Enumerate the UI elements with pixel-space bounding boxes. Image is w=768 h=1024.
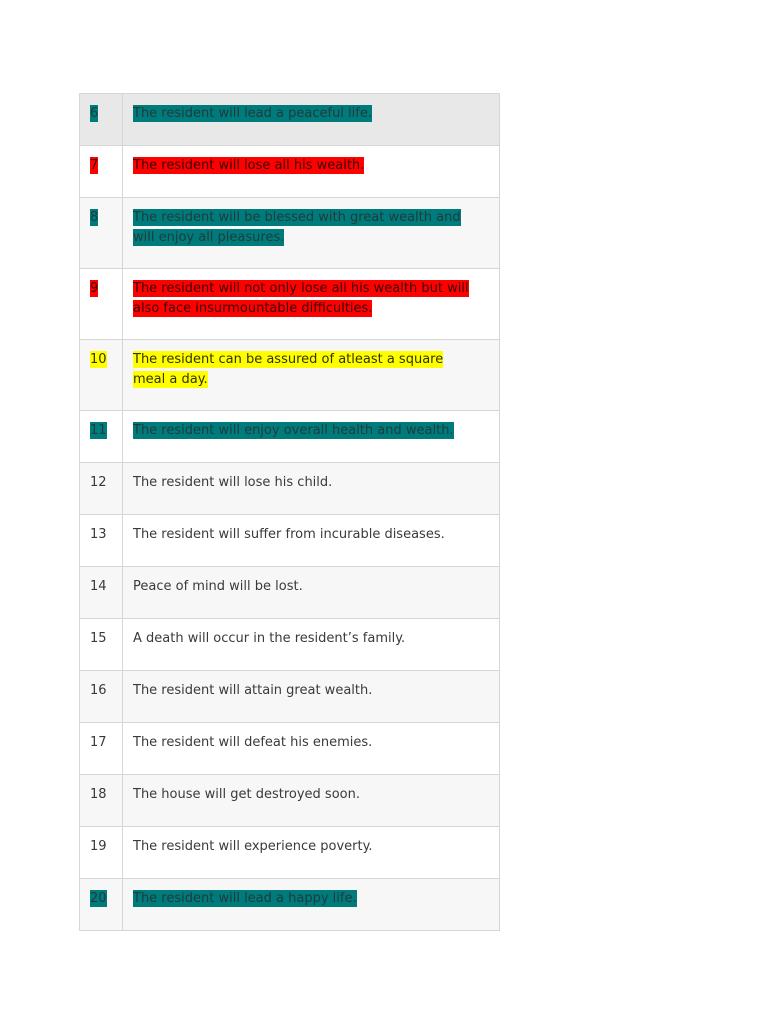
- table-row: [80, 411, 500, 463]
- row-text-cell: [123, 146, 500, 198]
- row-number-cell: [80, 723, 123, 775]
- row-number: 10: [90, 352, 107, 367]
- row-text-cell: [123, 463, 500, 515]
- row-number-cell: [80, 515, 123, 567]
- row-text: The resident will attain great wealth.: [133, 683, 373, 698]
- table-row: [80, 723, 500, 775]
- row-number-cell: [80, 463, 123, 515]
- table-row: [80, 671, 500, 723]
- row-number-cell: [80, 411, 123, 463]
- row-text-cell: [123, 775, 500, 827]
- row-text-cell: [123, 723, 500, 775]
- row-number: 16: [90, 683, 107, 698]
- table-row: [80, 775, 500, 827]
- row-text: A death will occur in the resident’s family.: [133, 631, 406, 646]
- row-text: The resident will enjoy overall health and wealth.: [133, 423, 454, 438]
- row-text: The resident will suffer from incurable diseases.: [133, 527, 445, 542]
- row-text-cell: [123, 411, 500, 463]
- row-text: The resident will defeat his enemies.: [133, 735, 373, 750]
- row-number: 15: [90, 631, 107, 646]
- row-text-cell: [123, 94, 500, 146]
- row-text-cell: [123, 198, 500, 269]
- results-table-body: [80, 94, 500, 931]
- row-number-cell: [80, 671, 123, 723]
- row-text: The resident will experience poverty.: [133, 839, 373, 854]
- row-number-cell: [80, 269, 123, 340]
- row-number: 6: [90, 106, 99, 121]
- table-row: [80, 463, 500, 515]
- row-text: The resident can be assured of atleast a square meal a day.: [133, 352, 444, 387]
- row-number: 9: [90, 281, 99, 296]
- table-row: [80, 619, 500, 671]
- table-row: [80, 567, 500, 619]
- row-text: The resident will lead a happy life.: [133, 891, 357, 906]
- results-table: [79, 93, 500, 931]
- row-number-cell: [80, 198, 123, 269]
- row-text: The resident will lose all his wealth.: [133, 158, 365, 173]
- row-number: 18: [90, 787, 107, 802]
- table-row: [80, 94, 500, 146]
- row-text-cell: [123, 879, 500, 931]
- row-number: 13: [90, 527, 107, 542]
- row-text: The resident will lose his child.: [133, 475, 333, 490]
- row-text: The house will get destroyed soon.: [133, 787, 360, 802]
- table-row: [80, 340, 500, 411]
- row-text: The resident will lead a peaceful life.: [133, 106, 372, 121]
- row-number: 20: [90, 891, 107, 906]
- row-number: 17: [90, 735, 107, 750]
- row-number-cell: [80, 827, 123, 879]
- row-number-cell: [80, 619, 123, 671]
- row-text-cell: [123, 515, 500, 567]
- table-row: [80, 146, 500, 198]
- row-text-cell: [123, 340, 500, 411]
- row-number-cell: [80, 340, 123, 411]
- row-number: 14: [90, 579, 107, 594]
- row-text-cell: [123, 827, 500, 879]
- row-number: 8: [90, 210, 99, 225]
- row-text: The resident will not only lose all his wealth but will also face insurmountable difficulties.: [133, 281, 469, 316]
- row-text-cell: [123, 269, 500, 340]
- row-text-cell: [123, 567, 500, 619]
- row-text-cell: [123, 671, 500, 723]
- row-number-cell: [80, 879, 123, 931]
- row-text-cell: [123, 619, 500, 671]
- row-number-cell: [80, 567, 123, 619]
- table-row: [80, 269, 500, 340]
- row-number: 11: [90, 423, 107, 438]
- row-number-cell: [80, 775, 123, 827]
- row-number: 19: [90, 839, 107, 854]
- table-row: [80, 879, 500, 931]
- table-row: [80, 515, 500, 567]
- row-number: 7: [90, 158, 99, 173]
- row-number-cell: [80, 94, 123, 146]
- row-number: 12: [90, 475, 107, 490]
- table-row: [80, 827, 500, 879]
- row-text: Peace of mind will be lost.: [133, 579, 303, 594]
- row-number-cell: [80, 146, 123, 198]
- table-row: [80, 198, 500, 269]
- row-text: The resident will be blessed with great wealth and will enjoy all pleasures.: [133, 210, 461, 245]
